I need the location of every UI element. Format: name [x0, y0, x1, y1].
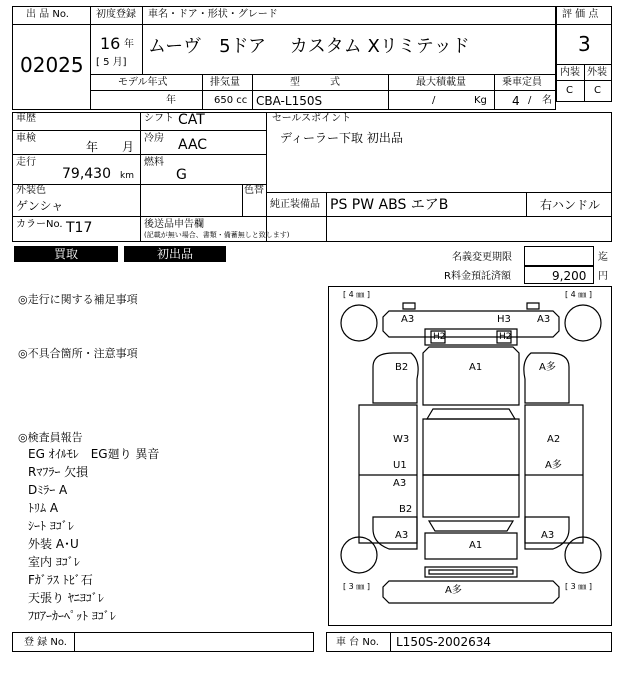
recycle-fee-label: R料金預託済額 — [444, 271, 511, 282]
max-load-label: 最大積載量 — [416, 77, 466, 88]
mark-front-bumper-center: H3 — [497, 314, 511, 325]
registration-number-label: 登 録 No. — [24, 637, 67, 648]
displacement-label: 排気量 — [210, 77, 240, 88]
name-change-label: 名義変更期限 — [452, 252, 512, 263]
declaration-note: (記載が無い場合、書類・備蓄無しと致します) — [144, 231, 290, 239]
registration-year-unit: 年 — [124, 39, 134, 50]
max-load-value: / — [432, 95, 436, 106]
first-registration-label: 初度登録 — [96, 9, 136, 20]
mark-front-left-bumper: A3 — [401, 314, 415, 325]
mileage-label: 走行 — [16, 157, 36, 168]
report-line: Rﾏﾌﾗｰ 欠損 — [28, 465, 89, 479]
report-line: ﾄﾘﾑ A — [28, 501, 59, 515]
mark-headlight-right: H2 — [499, 332, 512, 342]
mark-rear-quarter-left-a3: A3 — [395, 530, 409, 541]
mark-rear-quarter-left-b2: B2 — [399, 504, 413, 515]
mark-front-fender-right: A多 — [539, 362, 556, 373]
tire-front-left — [341, 305, 377, 341]
recycle-fee-unit: 円 — [598, 271, 608, 282]
color-number-value: T17 — [66, 220, 93, 236]
shift-label: シフト — [144, 113, 174, 124]
registration-month: [ 5 月] — [96, 57, 127, 68]
tire-depth-front-left: [ 4 ㎜ ] — [343, 290, 370, 299]
mark-trunk: A1 — [469, 540, 483, 551]
mark-front-right-bumper: A3 — [537, 314, 551, 325]
capacity-unit: 名 — [542, 95, 552, 106]
equipment-value: PS PW ABS エアB — [330, 197, 449, 213]
damage-diagram — [328, 286, 612, 626]
driving-notes-title: ◎走行に関する補足事項 — [18, 293, 138, 306]
chassis-number-label: 車 台 No. — [336, 637, 379, 648]
interior-grade: C — [566, 85, 573, 96]
mileage-unit: km — [120, 171, 134, 181]
car-outline — [329, 287, 613, 627]
registration-year: 16 — [100, 34, 121, 53]
fuel-label: 燃料 — [144, 157, 164, 168]
displacement-value: 650 cc — [214, 95, 248, 106]
fuel-value: G — [176, 167, 187, 183]
exterior-color-label: 外装色 — [16, 185, 46, 196]
color-change-label: 色替 — [244, 185, 264, 196]
mark-hood: A1 — [469, 362, 483, 373]
max-load-unit: Kg — [474, 95, 487, 106]
mark-rear-door-left-u1: U1 — [393, 460, 407, 471]
capacity-separator: / — [528, 95, 532, 106]
inspection-month-unit: 月 — [122, 140, 135, 154]
chassis-number-value: L150S-2002634 — [396, 635, 491, 649]
capacity-label: 乗車定員 — [502, 77, 542, 88]
mark-rear-door-right: A多 — [545, 460, 562, 471]
mark-rear-bumper: A多 — [445, 585, 462, 596]
equipment-label: 純正装備品 — [270, 199, 320, 210]
report-line: EG ｵｲﾙﾓﾚ EG廻り 異音 — [28, 447, 160, 461]
first-listing-tag: 初出品 — [124, 246, 226, 262]
ac-value: AAC — [178, 137, 208, 153]
report-line: Dﾐﾗｰ A — [28, 483, 68, 497]
defect-notes-title: ◎不具合箇所・注意事項 — [18, 347, 138, 360]
sales-point-label: セールスポイント — [272, 113, 352, 124]
declaration-label: 後送品申告欄 — [144, 219, 204, 230]
exterior-label: 外装 — [587, 67, 607, 78]
tire-front-right — [565, 305, 601, 341]
tire-depth-rear-left: [ 3 ㎜ ] — [343, 582, 370, 591]
score-value: 3 — [578, 32, 591, 56]
handle-value: 右ハンドル — [540, 198, 601, 212]
tire-depth-rear-right: [ 3 ㎜ ] — [565, 582, 592, 591]
inspection-year-unit: 年 — [86, 140, 99, 154]
lot-label: 出 品 No. — [26, 9, 69, 20]
mileage-value: 79,430 — [62, 166, 111, 182]
recycle-fee-value: 9,200 — [552, 269, 587, 283]
shift-value: CAT — [178, 112, 205, 128]
report-line: 外装 A･U — [28, 537, 79, 551]
mark-front-fender-left: B2 — [395, 362, 409, 373]
report-line: ﾌﾛｱｰｶｰﾍﾟｯﾄ ﾖｺﾞﾚ — [28, 609, 116, 623]
model-year-unit: 年 — [166, 95, 176, 106]
interior-label: 内装 — [560, 67, 580, 78]
mark-rear-door-left-a3: A3 — [393, 478, 407, 489]
mark-front-door-right: A2 — [547, 434, 561, 445]
exterior-color-value: ゲンシャ — [16, 199, 64, 213]
buy-tag: 買取 — [14, 246, 118, 262]
model-year-label: モデル年式 — [118, 77, 168, 88]
report-line: 天張り ﾔﾆﾖｺﾞﾚ — [28, 591, 104, 605]
model-code: CBA-L150S — [256, 94, 323, 108]
model-code-label: 型 式 — [290, 77, 340, 88]
report-line: 室内 ﾖｺﾞﾚ — [28, 555, 80, 569]
sales-point-text: ディーラー下取 初出品 — [280, 131, 403, 145]
car-name-label: 車名・ドア・形状・グレード — [148, 9, 278, 20]
mark-rear-quarter-right: A3 — [541, 530, 555, 541]
capacity-value: 4 — [512, 94, 520, 108]
report-line: Fｶﾞﾗｽ ﾄﾋﾞ石 — [28, 573, 93, 587]
mark-headlight-left: H2 — [433, 332, 446, 342]
name-change-unit: 迄 — [598, 252, 608, 263]
inspector-report-title: ◎検査員報告 — [18, 431, 83, 444]
color-number-label: カラーNo. — [16, 219, 63, 230]
score-label: 評 価 点 — [562, 9, 599, 20]
report-line: ｼｰﾄ ﾖｺﾞﾚ — [28, 519, 74, 533]
car-name: ムーヴ 5ドア カスタム Xリミテッド — [148, 36, 470, 57]
inspection-label: 車検 — [16, 133, 36, 144]
tire-depth-front-right: [ 4 ㎜ ] — [565, 290, 592, 299]
lot-number: 02025 — [20, 53, 84, 77]
history-label: 車歴 — [16, 113, 36, 124]
name-change-box — [524, 246, 594, 266]
ac-label: 冷房 — [144, 133, 164, 144]
exterior-grade: C — [594, 85, 601, 96]
mark-front-door-left: W3 — [393, 434, 410, 445]
